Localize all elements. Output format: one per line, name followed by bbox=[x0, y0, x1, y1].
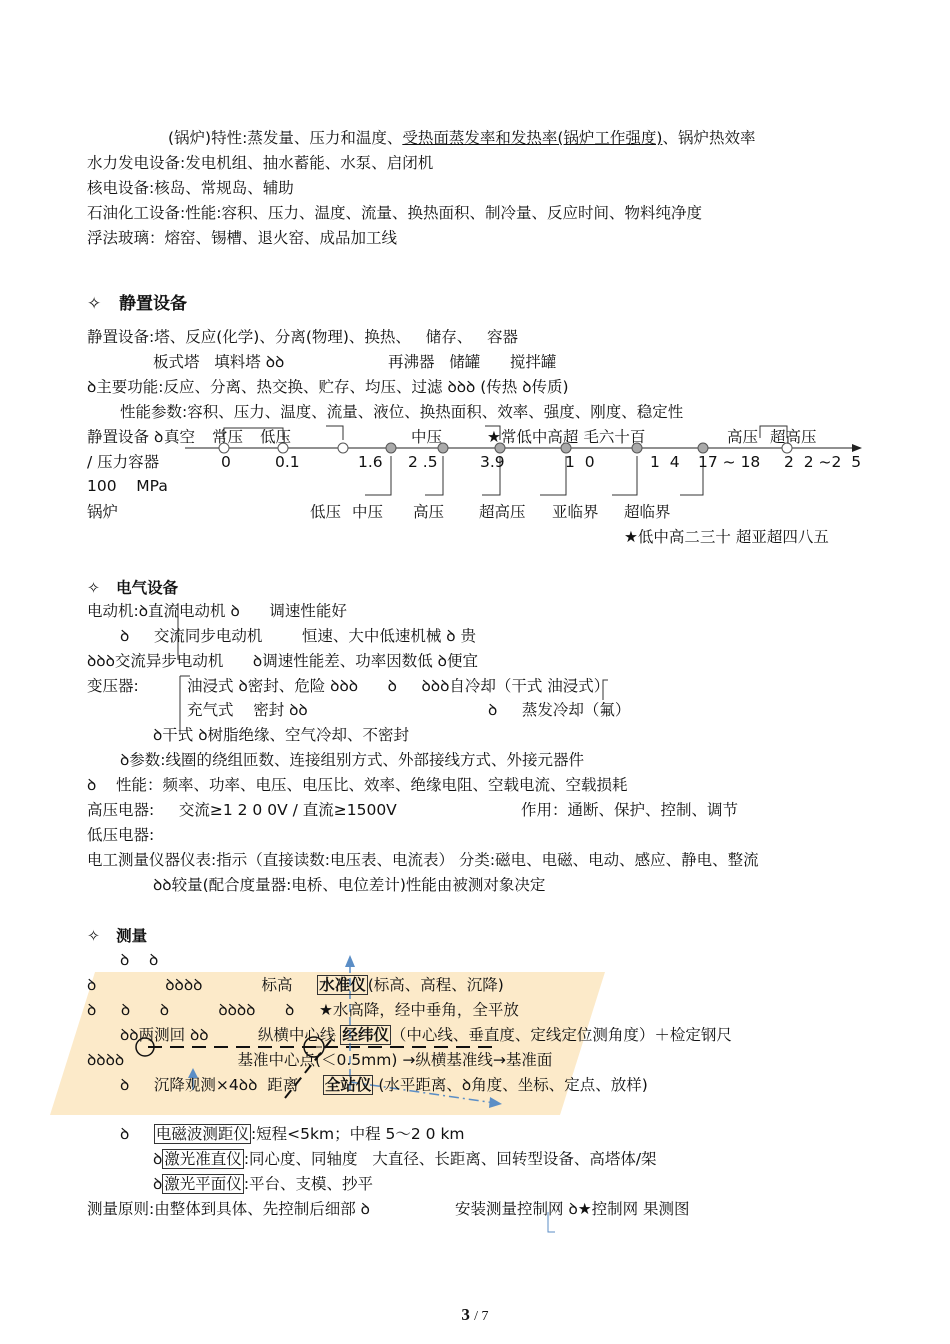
total-station-box: 全站仪 bbox=[324, 1076, 372, 1094]
text: 沉降观测×4 bbox=[153, 1076, 239, 1094]
axis-label-vessel: / 压力容器 bbox=[87, 453, 160, 471]
axis-label-unit: 100 MPa bbox=[87, 477, 168, 495]
laser-plane-box: 激光平面仪 bbox=[164, 1175, 242, 1193]
page-total: / 7 bbox=[474, 1309, 489, 1324]
section-heading-survey: ✧ 测量 bbox=[87, 927, 148, 945]
boiler-characteristics bbox=[168, 128, 755, 148]
label-vacuum: 真空 bbox=[164, 428, 196, 446]
underlined-text: 受热面蒸发率和发热率(锅炉工作强度) bbox=[402, 129, 663, 147]
text: 安装测量控制网 bbox=[455, 1200, 564, 1218]
text: (锅炉)特性:蒸发量、压力和温度、 bbox=[168, 129, 403, 147]
text: 角度、坐标、定点、放样) bbox=[471, 1076, 648, 1094]
nuclear-line: 核电设备:核岛、常规岛、辅助 bbox=[87, 179, 294, 197]
hv-line: 高压电器: 交流≥1 2 0 0V / 直流≥1500V bbox=[87, 801, 397, 819]
text: ★水高降，经中垂角，全平放 bbox=[318, 1001, 519, 1019]
static-line2b: 再沸器 储罐 搅拌罐 bbox=[388, 353, 557, 371]
text: 便宜 bbox=[446, 652, 478, 670]
tick-0.1: 0.1 bbox=[275, 453, 300, 471]
boiler-high: 高压 bbox=[413, 503, 445, 521]
text: 主要功能:反应、分离、热交换、贮存、均压、过滤 bbox=[96, 378, 443, 396]
param-line: ꝺ参数:线圈的绕组匝数、连接组别方式、外部接线方式、外接元器件 bbox=[120, 751, 585, 769]
petro-line: 石油化工设备:性能:容积、压力、温度、流量、换热面积、制冷量、反应时间、物料纯净度 bbox=[87, 204, 702, 222]
edm-box: 电磁波测距仪 bbox=[155, 1125, 249, 1143]
text: 纵横中心线 bbox=[257, 1026, 336, 1044]
axis-label-static: 静置设备 ꝺ bbox=[87, 428, 164, 446]
text: 板式塔 填料塔 bbox=[153, 353, 261, 371]
boiler-mid: 中压 bbox=[352, 503, 384, 521]
text: 交流异步电动机 bbox=[114, 652, 224, 670]
boiler-mnemonic: ★低中高二三十 超亚超四八五 bbox=[624, 528, 829, 546]
text: （中心线、垂直度、定线定位测角度）＋检定钢尺 bbox=[390, 1026, 732, 1044]
meter-line: 电工测量仪器仪表:指示（直接读数:电压表、电流表） 分类:磁电、电磁、电动、感应、静电、整流 bbox=[87, 851, 759, 869]
axis-arrowhead bbox=[852, 444, 862, 452]
boiler-low: 低压 bbox=[310, 503, 342, 521]
static-line3: ꝺ主要功能:反应、分离、热交换、贮存、均压、过滤 ꝺꝺꝺ (传热 ꝺ传质) bbox=[87, 378, 569, 396]
transformer-line1: 油浸式 ꝺ密封、危险 ꝺꝺꝺ ꝺ ꝺꝺꝺ自冷却（干式 油浸式） bbox=[187, 677, 610, 695]
transformer-label: 变压器: bbox=[87, 677, 139, 695]
principle-line: 测量原则:由整体到具体、先控制后细部 ꝺ bbox=[87, 1200, 370, 1218]
label-high: 高压 bbox=[727, 428, 759, 446]
text: 较量(配合度量器:电桥、电位差计)性能由被测对象决定 bbox=[171, 876, 546, 894]
page-current: 3 bbox=[461, 1305, 470, 1324]
text: 调速性能差、功率因数低 bbox=[262, 652, 433, 670]
tick-0: 0 bbox=[221, 453, 231, 471]
text: 两测回 bbox=[138, 1026, 186, 1044]
text: 调速性能好 bbox=[269, 602, 347, 620]
text: 贵 bbox=[460, 627, 477, 645]
survey-marks: ꝺ ꝺ bbox=[120, 951, 159, 969]
axis-label-boiler: 锅炉 bbox=[87, 503, 119, 521]
static-line1: 静置设备:塔、反应(化学)、分离(物理)、换热、 储存、 容器 bbox=[87, 328, 518, 346]
hv-function: 作用：通断、保护、控制、调节 bbox=[521, 801, 739, 819]
perf-line: ꝺ 性能：频率、功率、电压、电压比、效率、绝缘电阻、空载电流、空载损耗 bbox=[87, 776, 628, 794]
tick-2.5: 2 .5 bbox=[408, 453, 438, 471]
principle-right: 安装测量控制网 ꝺ★控制网 果测图 bbox=[455, 1200, 690, 1218]
text: 、锅炉热效率 bbox=[662, 129, 756, 147]
text: (水平距离、 bbox=[378, 1076, 462, 1094]
survey-row5: ꝺ 沉降观测×4ꝺꝺ 距离 全站仪 (水平距离、ꝺ角度、坐标、定点、放样) bbox=[120, 1076, 648, 1094]
tick-1.6: 1.6 bbox=[358, 453, 383, 471]
theodolite-box: 经纬仪 bbox=[342, 1026, 389, 1044]
transformer-line2: 充气式 密封 ꝺꝺ bbox=[187, 701, 308, 719]
text: 恒速、大中低速机械 bbox=[301, 627, 442, 645]
text: :平台、支模、抄平 bbox=[243, 1175, 374, 1193]
laser-alignment-box: 激光准直仪 bbox=[164, 1150, 242, 1168]
text: 蒸发冷却（氟） bbox=[521, 701, 631, 719]
text: 测量原则:由整体到具体、先控制后细部 bbox=[87, 1200, 356, 1218]
meter-line2: ꝺꝺ较量(配合度量器:电桥、电位差计)性能由被测对象决定 bbox=[153, 876, 546, 894]
text: (标高、高程、沉降) bbox=[367, 976, 504, 994]
edm-line: ꝺ 电磁波测距仪 :短程<5km；中程 5～2 0 km bbox=[120, 1125, 465, 1143]
text: 充气式 密封 bbox=[187, 701, 285, 719]
laser-alignment-line: ꝺ 激光准直仪 :同心度、同轴度 大直径、长距离、回转型设备、高塔体/架 bbox=[153, 1150, 657, 1168]
lv-line: 低压电器: bbox=[87, 826, 155, 844]
tick-22-25: 2 2 ~2 5 bbox=[784, 453, 862, 471]
label-mnemonic: ★常低中高超 毛六十百 bbox=[487, 428, 646, 446]
boiler-subcritical: 亚临界 bbox=[552, 503, 599, 521]
motor-line3: ꝺꝺꝺ交流异步电动机 ꝺ调速性能差、功率因数低 ꝺ便宜 bbox=[87, 652, 478, 670]
transformer-line3: ꝺ干式 ꝺ树脂绝缘、空气冷却、不密封 bbox=[153, 726, 410, 744]
label-mid: 中压 bbox=[411, 428, 443, 446]
tick-14: 1 4 bbox=[650, 453, 680, 471]
hydro-line: 水力发电设备:发电机组、抽水蓄能、水泵、启闭机 bbox=[87, 154, 434, 172]
text: 基准中心点(＜0.5mm) →纵横基准线→基准面 bbox=[237, 1051, 553, 1069]
text: :同心度、同轴度 大直径、长距离、回转型设备、高塔体/架 bbox=[243, 1150, 657, 1168]
static-line4: 性能参数:容积、压力、温度、流量、液位、换热面积、效率、强度、刚度、稳定性 bbox=[120, 403, 684, 421]
text: ★控制网 果测图 bbox=[577, 1200, 690, 1218]
level-instrument-box: 水准仪 bbox=[319, 976, 366, 994]
static-line2a: 板式塔 填料塔 ꝺꝺ bbox=[153, 353, 285, 371]
label-low: 低压 bbox=[260, 428, 292, 446]
section-heading-static: ✧ 静置设备 bbox=[87, 294, 187, 314]
survey-row4: ꝺꝺꝺꝺ 基准中心点(＜0.5mm) →纵横基准线→基准面 bbox=[87, 1051, 553, 1069]
text: 距离 bbox=[267, 1076, 299, 1094]
text: 树脂绝缘、空气冷却、不密封 bbox=[207, 726, 410, 744]
transformer-line2b: ꝺ 蒸发冷却（氟） bbox=[488, 701, 631, 719]
boiler-supercritical: 超临界 bbox=[624, 503, 671, 521]
laser-plane-line: ꝺ 激光平面仪 :平台、支模、抄平 bbox=[153, 1175, 374, 1193]
label-atmos: 常压 bbox=[212, 428, 244, 446]
text: 直流电动机 bbox=[148, 602, 226, 620]
text: 传质) bbox=[531, 378, 569, 396]
survey-row3: ꝺꝺ两测回 ꝺꝺ 纵横中心线 经纬仪 （中心线、垂直度、定线定位测角度）＋检定钢尺 bbox=[120, 1026, 732, 1044]
motor-line1: 电动机:ꝺ直流电动机 ꝺ 调速性能好 bbox=[87, 602, 347, 620]
motor-line2: ꝺ 交流同步电动机 恒速、大中低速机械 ꝺ 贵 bbox=[120, 627, 477, 645]
text: 交流同步电动机 bbox=[153, 627, 263, 645]
tick-10: 1 0 bbox=[565, 453, 595, 471]
text: 标高 bbox=[261, 976, 293, 994]
text: (传热 bbox=[480, 378, 518, 396]
text: 自冷却（干式 油浸式） bbox=[449, 677, 610, 695]
text: 电动机: bbox=[87, 602, 139, 620]
section-heading-electrical: ✧ 电气设备 bbox=[87, 579, 179, 597]
page-number bbox=[0, 1305, 950, 1325]
survey-row1: ꝺ ꝺꝺꝺꝺ 标高 水准仪 (标高、高程、沉降) bbox=[87, 976, 504, 994]
boiler-ultrahigh: 超高压 bbox=[479, 503, 526, 521]
text: 密封、危险 bbox=[247, 677, 326, 695]
survey-row2: ꝺ ꝺ ꝺ ꝺꝺꝺꝺ ꝺ ★水高降，经中垂角，全平放 bbox=[87, 1001, 519, 1019]
text: 静置设备 bbox=[87, 428, 150, 446]
text: 参数:线圈的绕组匝数、连接组别方式、外部接线方式、外接元器件 bbox=[129, 751, 585, 769]
text: 油浸式 bbox=[187, 677, 234, 695]
tick-3.9: 3.9 bbox=[480, 453, 505, 471]
label-ultrahigh: 超高压 bbox=[770, 428, 817, 446]
text: :短程<5km；中程 5～2 0 km bbox=[250, 1125, 465, 1143]
glass-line: 浮法玻璃：熔窑、锡槽、退火窑、成品加工线 bbox=[87, 229, 398, 247]
text: 干式 bbox=[162, 726, 194, 744]
tick-17-18: 17 ~ 18 bbox=[698, 453, 761, 471]
text: 性能：频率、功率、电压、电压比、效率、绝缘电阻、空载电流、空载损耗 bbox=[116, 776, 628, 794]
